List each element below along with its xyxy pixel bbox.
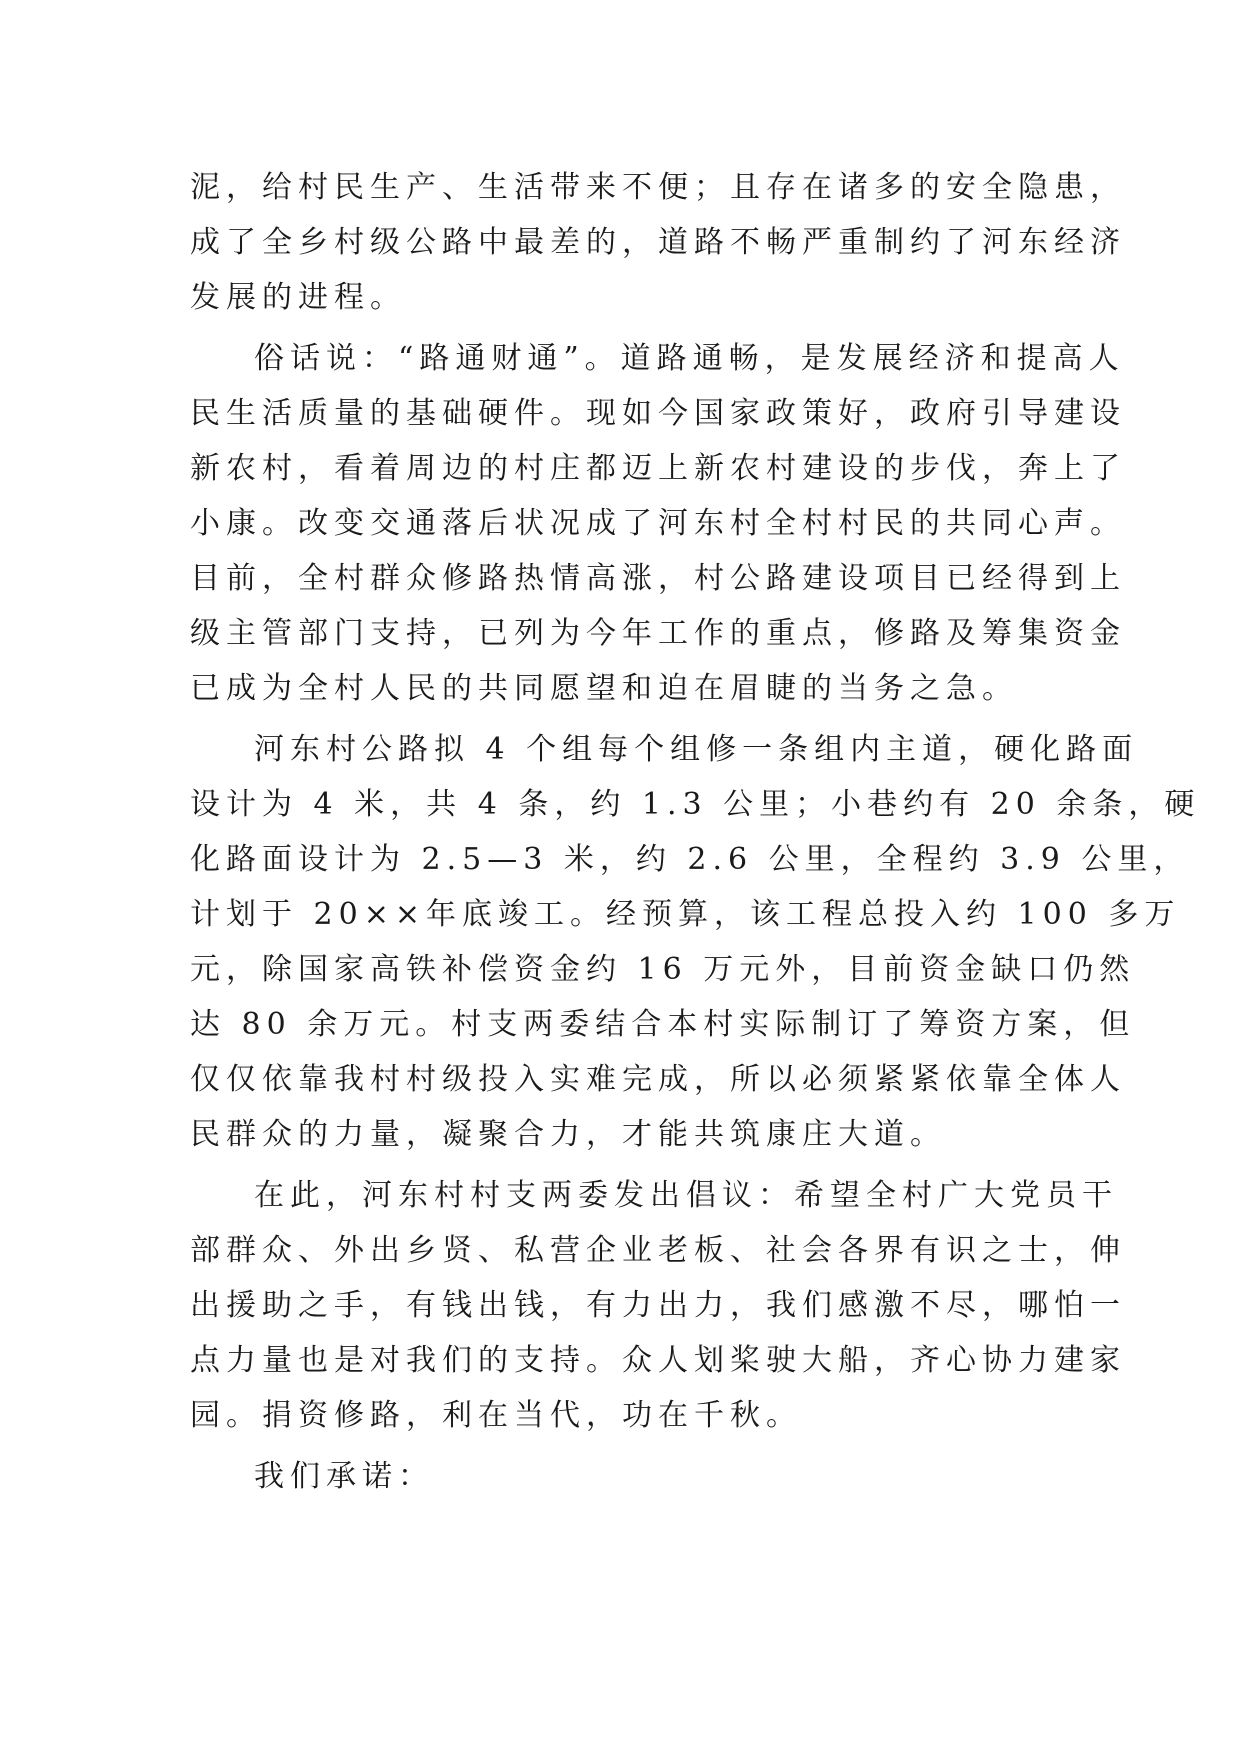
text-line: 点力量也是对我们的支持。众人划桨驶大船，齐心协力建家 (190, 1343, 1126, 1378)
text-line: 成了全乡村级公路中最差的，道路不畅严重制约了河东经济 (190, 225, 1126, 260)
text-line: 发展的进程。 (190, 280, 406, 315)
paragraph-3 (190, 722, 1201, 1162)
text-line: 出援助之手，有钱出钱，有力出力，我们感激不尽，哪怕一 (190, 1288, 1126, 1323)
document-body (190, 160, 1201, 1504)
text-line: 计划于 20××年底竣工。经预算，该工程总投入约 100 多万 (190, 897, 1181, 932)
text-line: 部群众、外出乡贤、私营企业老板、社会各界有识之士，伸 (190, 1233, 1126, 1268)
text-line: 化路面设计为 2.5—3 米，约 2.6 公里，全程约 3.9 公里， (190, 842, 1190, 877)
text-line: 民生活质量的基础硬件。现如今国家政策好，政府引导建设 (190, 396, 1126, 431)
text-line: 达 80 余万元。村支两委结合本村实际制订了筹资方案，但 (190, 1007, 1136, 1042)
text-line: 新农村，看着周边的村庄都迈上新农村建设的步伐，奔上了 (190, 451, 1126, 486)
text-line: 已成为全村人民的共同愿望和迫在眉睫的当务之急。 (190, 671, 1018, 706)
text-line: 园。捐资修路，利在当代，功在千秋。 (190, 1398, 802, 1433)
text-line: 民群众的力量，凝聚合力，才能共筑康庄大道。 (190, 1117, 946, 1152)
text-line: 泥，给村民生产、生活带来不便；且存在诸多的安全隐患， (190, 170, 1126, 205)
text-line: 级主管部门支持，已列为今年工作的重点，修路及筹集资金 (190, 616, 1126, 651)
paragraph-5 (190, 1449, 1050, 1504)
paragraph-1 (190, 160, 1126, 325)
text-line: 目前，全村群众修路热情高涨，村公路建设项目已经得到上 (190, 561, 1126, 596)
text-line: 俗话说：“路通财通”。道路通畅，是发展经济和提高人 (254, 341, 1125, 376)
text-line: 设计为 4 米，共 4 条，约 1.3 公里；小巷约有 20 余条，硬 (190, 787, 1201, 822)
text-line: 小康。改变交通落后状况成了河东村全村村民的共同心声。 (190, 506, 1126, 541)
paragraph-4 (190, 1168, 1126, 1443)
text-line: 元，除国家高铁补偿资金约 16 万元外，目前资金缺口仍然 (190, 952, 1136, 987)
text-line: 河东村公路拟 4 个组每个组修一条组内主道，硬化路面 (254, 732, 1139, 767)
paragraph-2 (190, 331, 1126, 716)
text-line: 仅仅依靠我村村级投入实难完成，所以必须紧紧依靠全体人 (190, 1062, 1126, 1097)
text-line: 我们承诺： (254, 1459, 434, 1494)
text-line: 在此，河东村村支两委发出倡议：希望全村广大党员干 (254, 1178, 1118, 1213)
